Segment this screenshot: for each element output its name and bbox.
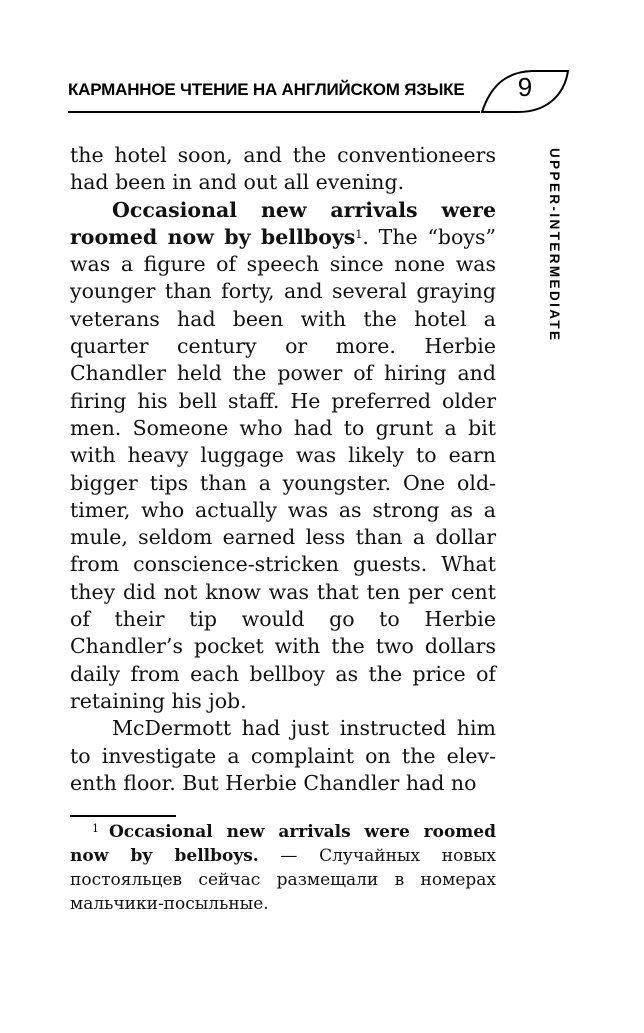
page-number: 9 <box>517 72 533 102</box>
paragraph-text: . The “boys” was a figure of speech since none was younger than forty, and several graying veterans had been with the hotel a quarter century or more. Herbie Chandler held the power of hiring and firing his bell staff. He preferred older men. Someone who had to grunt a bit with heavy luggage was likely to earn bigger tips than a youngster. One old-timer, who actually was as strong as a mule, seldom earned less than a dollar from conscience-stricken guests. What they did not know was that ten per cent of their tip would go to Herbie Chandler’s pocket with the two dollars daily from each bellboy as the price of retaining his job. <box>70 224 496 713</box>
footnote <box>70 820 496 916</box>
level-label: UPPER-INTERMEDIATE <box>547 148 562 343</box>
body-text <box>70 142 496 797</box>
footnote-translation: — Случайных новых постояльцев сейчас размещали в номерах мальчики-посыльные. <box>70 846 496 914</box>
paragraph <box>70 197 496 716</box>
header-rule <box>68 111 480 113</box>
footnote-term: Occasional new arrivals were roomed now by bellboys. <box>70 822 496 866</box>
footnote-rule <box>70 815 176 817</box>
footnote-mark: 1 <box>92 822 99 835</box>
running-header: КАРМАННОЕ ЧТЕНИЕ НА АНГЛИЙСКОМ ЯЗЫКЕ <box>68 80 465 99</box>
bold-phrase: Occasional new arrivals were roomed now by bellboys <box>70 197 496 249</box>
footnote-reference[interactable]: 1 <box>355 227 363 241</box>
paragraph: the hotel soon, and the conventioneers had been in and out all evening. <box>70 143 496 195</box>
paragraph: McDermott had just instructed him to investigate a complaint on the eleventh floor. But Herbie Chandler had no <box>70 716 496 795</box>
